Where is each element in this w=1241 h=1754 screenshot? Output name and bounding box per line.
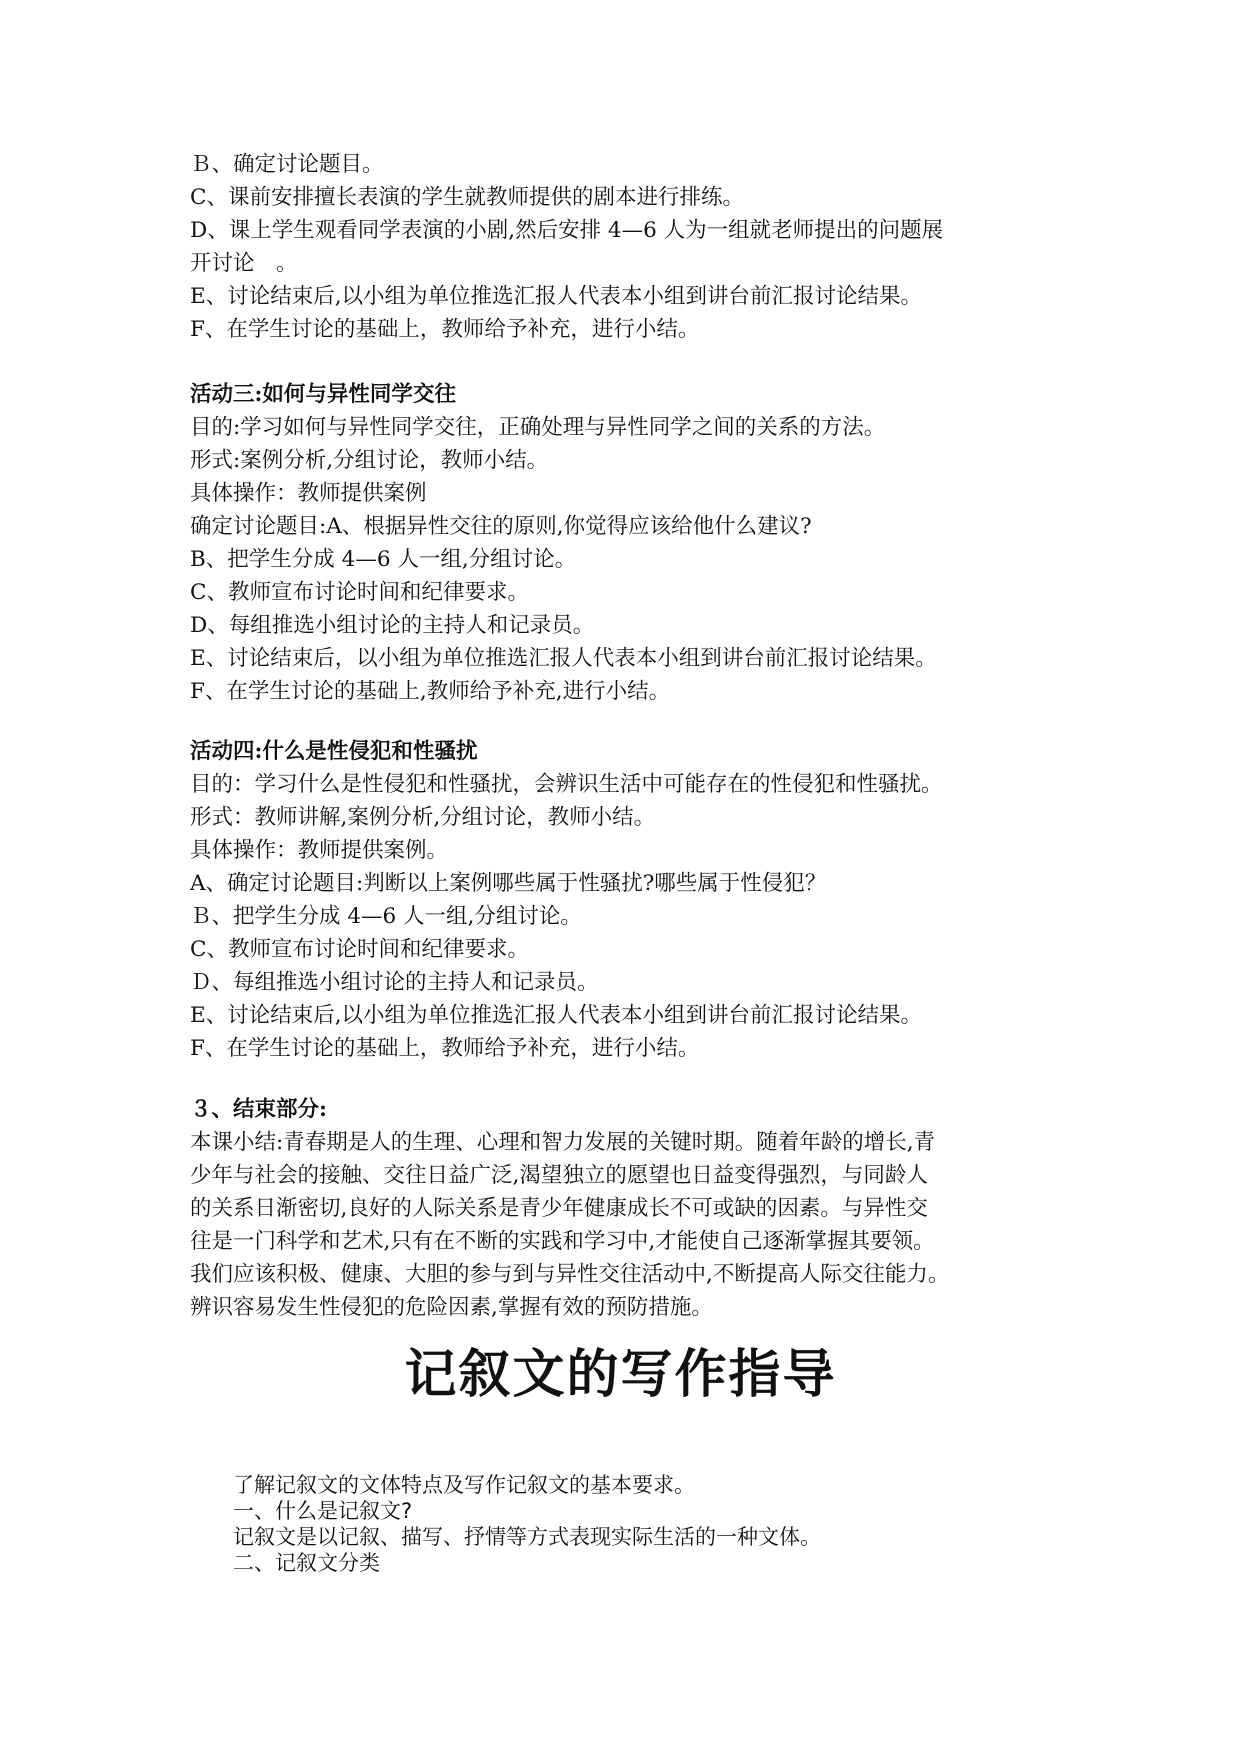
activity-three-line: E、讨论结束后，以小组为单位推选汇报人代表本小组到讲台前汇报讨论结果。 [190, 646, 937, 671]
section-top-line: Ｂ、确定讨论题目。 [190, 152, 384, 177]
activity-three [190, 378, 1070, 708]
writing-guide-line: 一、什么是记叙文? [233, 1499, 413, 1523]
activity-four-line: A、确定讨论题目:判断以上案例哪些属于性骚扰?哪些属于性侵犯？ [190, 871, 827, 896]
writing-guide-line: 了解记叙文的文体特点及写作记叙文的基本要求。 [233, 1473, 695, 1497]
activity-four-line: E、讨论结束后,以小组为单位推选汇报人代表本小组到讲台前汇报讨论结果。 [190, 1003, 923, 1028]
activity-three-line: F、在学生讨论的基础上,教师给予补充,进行小结。 [190, 679, 671, 704]
activity-four [190, 735, 1070, 1065]
activity-three-line: C、教师宣布讨论时间和纪律要求。 [190, 580, 529, 605]
activity-three-line: B、把学生分成 4—6 人一组,分组讨论。 [190, 547, 577, 572]
activity-four-line: 目的：学习什么是性侵犯和性骚扰，会辨识生活中可能存在的性侵犯和性骚扰。 [190, 772, 943, 797]
activity-three-heading: 活动三:如何与异性同学交往 [190, 382, 456, 407]
activity-three-line: 形式:案例分析,分组讨论，教师小结。 [190, 448, 549, 473]
activity-four-line: F、在学生讨论的基础上，教师给予补充，进行小结。 [190, 1036, 700, 1061]
activity-three-line: 目的:学习如何与异性同学交往，正确处理与异性同学之间的关系的方法。 [190, 415, 886, 440]
ending-line: 往是一门科学和艺术,只有在不断的实践和学习中,才能使自己逐渐掌握其要领。 [190, 1229, 935, 1254]
ending-line: 少年与社会的接触、交往日益广泛,渴望独立的愿望也日益变得强烈，与同龄人 [190, 1163, 928, 1188]
writing-guide-line: 记叙文是以记叙、描写、抒情等方式表现实际生活的一种文体。 [233, 1525, 821, 1549]
ending-section [190, 1093, 1070, 1324]
ending-line: 我们应该积极、健康、大胆的参与到与异性交往活动中,不断提高人际交往能力。 [190, 1262, 950, 1287]
section-top-line: 开讨论 。 [190, 251, 298, 276]
activity-three-line: D、每组推选小组讨论的主持人和记录员。 [190, 613, 595, 638]
section-top [190, 148, 1070, 346]
activity-four-line: 形式：教师讲解,案例分析,分组讨论，教师小结。 [190, 805, 656, 830]
ending-line: 本课小结:青春期是人的生理、心理和智力发展的关键时期。随着年龄的增长,青 [190, 1130, 936, 1155]
section-top-line: D、课上学生观看同学表演的小剧,然后安排 4—6 人为一组就老师提出的问题展 [190, 218, 944, 243]
activity-three-line: 具体操作：教师提供案例 [190, 481, 427, 506]
activity-four-heading: 活动四:什么是性侵犯和性骚扰 [190, 739, 478, 764]
writing-guide-line: 二、记叙文分类 [233, 1551, 380, 1575]
activity-four-line: Ｂ、把学生分成 4—6 人一组,分组讨论。 [190, 904, 582, 929]
activity-three-line: 确定讨论题目:A、根据异性交往的原则,你觉得应该给他什么建议? [190, 514, 812, 539]
activity-four-line: C、教师宣布讨论时间和纪律要求。 [190, 937, 529, 962]
ending-line: 辨识容易发生性侵犯的危险因素,掌握有效的预防措施。 [190, 1295, 713, 1320]
activity-four-line: 具体操作：教师提供案例。 [190, 838, 449, 863]
ending-heading: ３、结束部分: [190, 1097, 327, 1122]
section-top-line: E、讨论结束后,以小组为单位推选汇报人代表本小组到讲台前汇报讨论结果。 [190, 284, 923, 309]
ending-line: 的关系日渐密切,良好的人际关系是青少年健康成长不可或缺的因素。与异性交 [190, 1196, 928, 1221]
page-title: 记叙文的写作指导 [404, 1345, 837, 1405]
section-top-line: F、在学生讨论的基础上，教师给予补充，进行小结。 [190, 317, 700, 342]
section-top-line: C、课前安排擅长表演的学生就教师提供的剧本进行排练。 [190, 185, 744, 210]
activity-four-line: Ｄ、每组推选小组讨论的主持人和记录员。 [190, 970, 599, 995]
writing-guide-body [233, 1472, 1073, 1576]
